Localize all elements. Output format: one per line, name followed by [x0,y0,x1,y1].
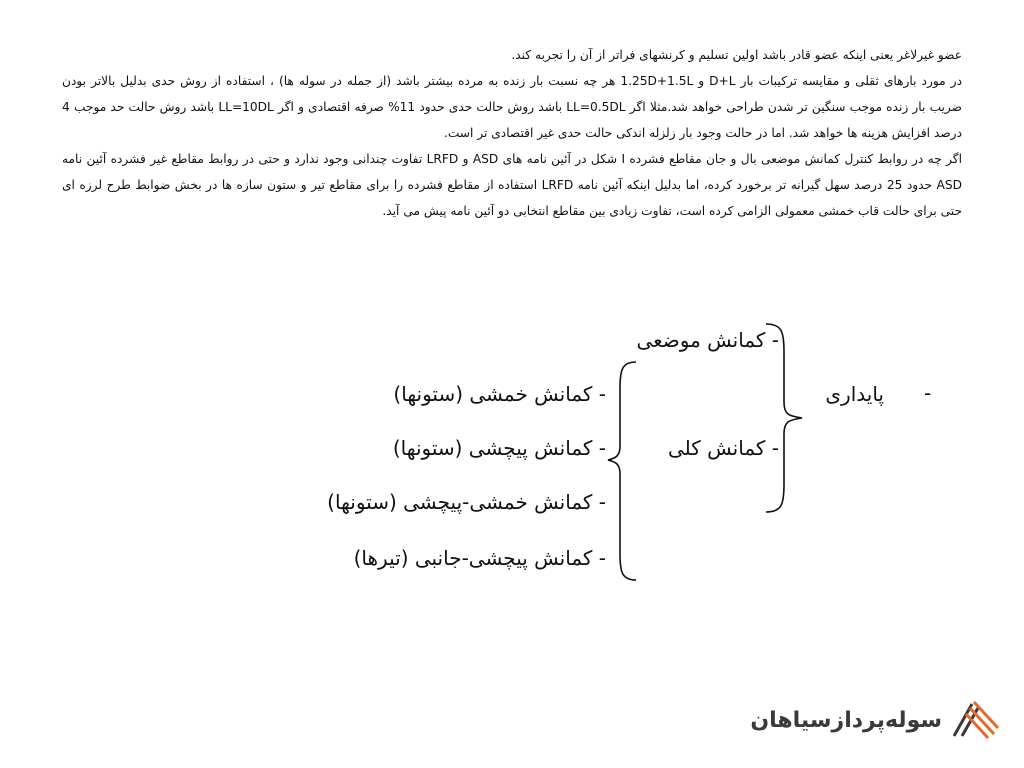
company-logo [750,700,1000,740]
level2-flexural-torsional: - کمانش خمشی-پیچشی (ستونها) [327,490,606,514]
logo-stripes-icon [948,700,1000,740]
level2-flexural: - کمانش خمشی (ستونها) [393,382,606,406]
root-node: پایداری [825,382,884,406]
level2-torsional: - کمانش پیچشی (ستونها) [392,436,606,460]
global-brace [606,360,646,582]
paragraph-1: عضو غیرلاغر یعنی اینکه عضو قادر باشد اولین تسلیم و کرنشهای فراتر از آن را تجربه کند. [511,48,962,62]
paragraph-2: در مورد بارهای ثقلی و مقایسه ترکیبات بار D+L و 1.25D+1.5L هر چه نسبت بار زنده به مرده بیشتر باشد (از جمله در سوله ها) ، استفاده از روش حدی بدلیل بالاتر بودن ضریب بار زنده موجب سنگین تر شدن طراحی خواهد شد.مثلا اگر LL=0.5DL باشد روش حالت حدی حدود 11% صرفه اقتصادی و اگر LL=10DL باشد روش حالت حد موجب 4 درصد افزایش هزینه ها خواهد شد. اما در حالت وجود بار زلزله اندکی حالت حدی غیر اقتصادی تر است. [62,74,963,140]
level1-local-buckling: - کمانش موضعی [636,328,779,352]
paragraph-3: اگر چه در روابط کنترل کمانش موضعی بال و جان مقاطع فشرده I شکل در آئین نامه های ASD و LRFD تفاوت چندانی وجود ندارد و حتی در روابط مقاطع غیر فشرده آئین نامه ASD حدود 25 درصد سهل گیرانه تر برخورد کرده، اما بدلیل اینکه آئین نامه LRFD استفاده از مقاطع فشرده را برای مقاطع تیر و ستون سازه ها در بخش ضوابط طرح لرزه ای حتی برای حالت قاب خمشی معمولی الزامی کرده است، تفاوت زیادی بین مقاطع انتخابی دو آئین نامه پیش می آید. [62,152,962,218]
level2-lateral-torsional: - کمانش پیچشی-جانبی (تیرها) [353,546,606,570]
root-bullet: - [924,381,932,405]
level1-global-buckling: - کمانش کلی [668,436,779,460]
logo-text: سوله‌پردازسیاهان [750,707,942,733]
